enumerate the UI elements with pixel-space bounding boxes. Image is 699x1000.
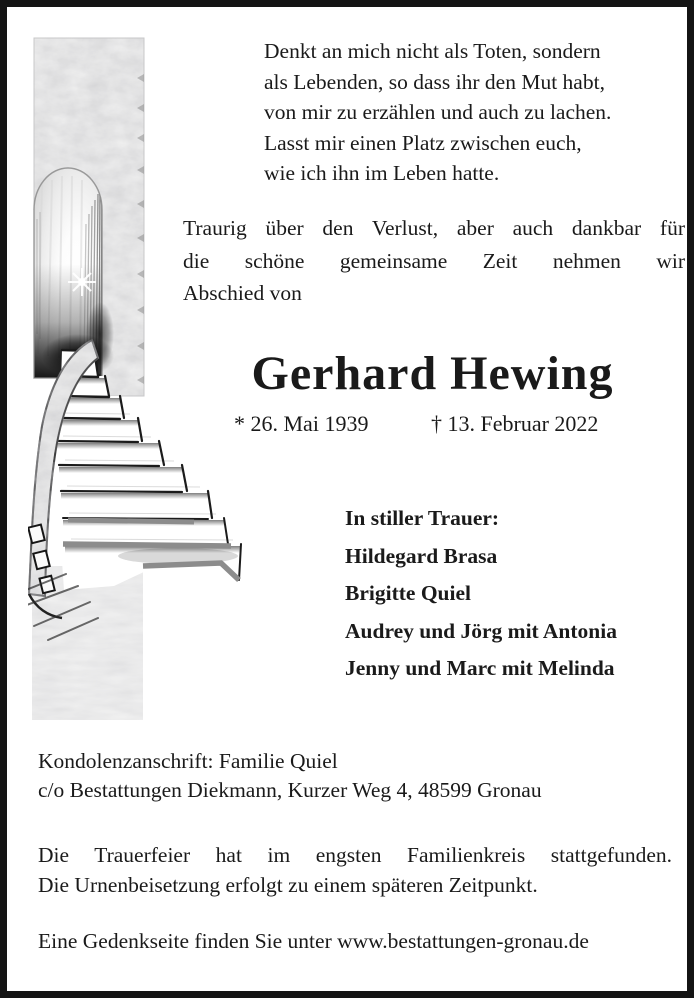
mourner-name: Jenny und Marc mit Melinda (345, 656, 615, 681)
mourners-block (345, 500, 617, 688)
funeral-line: Die Trauerfeier hat im engsten Familienkreis stattgefunden. (38, 843, 672, 867)
poem-line: Denkt an mich nicht als Toten, sondern (264, 39, 601, 63)
poem-line: wie ich ihn im Leben hatte. (264, 161, 500, 185)
intro-line: die schöne gemeinsame Zeit nehmen wir (183, 248, 685, 273)
intro-line: Abschied von (183, 281, 302, 305)
mourner-name: Audrey und Jörg mit Antonia (345, 618, 617, 643)
poem-line: von mir zu erzählen und auch zu lachen. (264, 100, 612, 124)
intro-line: Traurig über den Verlust, aber auch dankbar für (183, 216, 685, 240)
death-date: † 13. Februar 2022 (431, 411, 599, 436)
funeral-info (38, 840, 672, 900)
condolence-line: c/o Bestattungen Diekmann, Kurzer Weg 4, 48599 Gronau (38, 778, 542, 802)
birth-date: * 26. Mai 1939 (234, 411, 369, 436)
memorial-poem (264, 36, 611, 189)
memorial-site-line: Eine Gedenkseite finden Sie unter www.bestattungen-gronau.de (38, 929, 589, 953)
intro-paragraph (183, 212, 685, 310)
poem-line: als Lebenden, so dass ihr den Mut habt, (264, 69, 605, 94)
mourner-name: Hildegard Brasa (345, 543, 498, 568)
condolence-line: Kondolenzanschrift: Familie Quiel (38, 749, 338, 773)
mourners-heading: In stiller Trauer: (345, 506, 500, 530)
mourner-name: Brigitte Quiel (345, 581, 471, 606)
condolence-address (38, 747, 542, 805)
funeral-line: Die Urnenbeisetzung erfolgt zu einem späteren Zeitpunkt. (38, 873, 538, 897)
poem-line: Lasst mir einen Platz zwischen euch, (264, 130, 582, 155)
deceased-name: Gerhard Hewing (251, 347, 614, 400)
